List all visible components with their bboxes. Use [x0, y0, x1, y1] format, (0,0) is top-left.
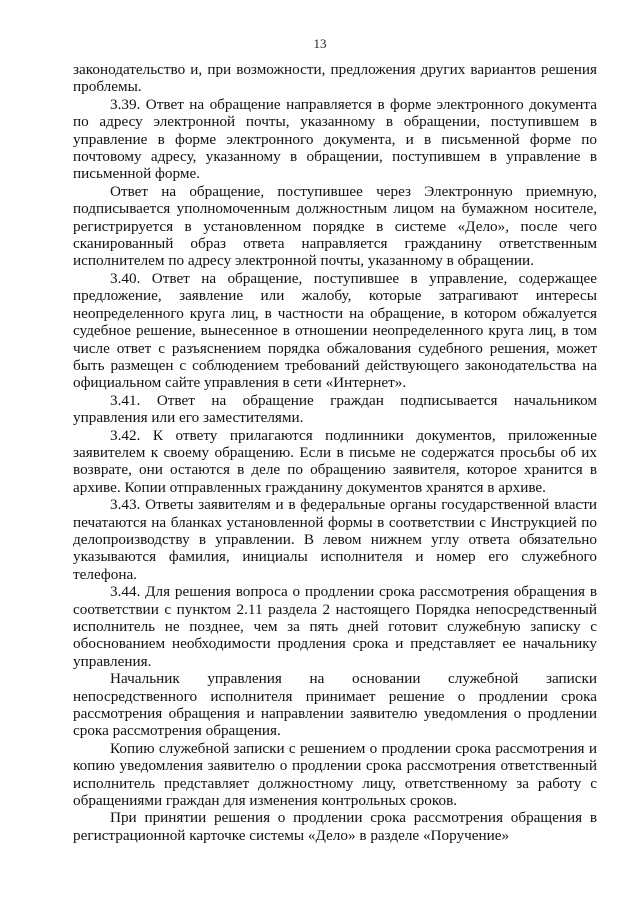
paragraph-3-40: 3.40. Ответ на обращение, поступившее в управление, содержащее предложение, заявление или жалобу, которые затрагивают интересы неопределенного круга лиц, в частности на обращение, в котором обжалуется судебное решение, вынесенное в отношении неопределенного круга лиц, в том числе ответ с разъяснением порядка обжалования судебного решения, может быть размещен с соблюдением требований действующего законодательства на официальном сайте управления в сети «Интернет». — [73, 269, 597, 392]
paragraph-continuation: законодательство и, при возможности, предложения других вариантов решения проблемы. — [73, 61, 597, 96]
paragraph-3-42: 3.42. К ответу прилагаются подлинники документов, приложенные заявителем к своему обращению. Если в письме не содержатся просьбы об их возврате, они остаются в деле по обращению заявителя, которое хранится в архиве. Копии отправленных гражданину документов хранятся в архиве. — [73, 426, 597, 496]
document-body — [73, 61, 597, 844]
paragraph-registration-card: При принятии решения о продлении срока рассмотрения обращения в регистрационной карточке системы «Дело» в разделе «Поручение» — [73, 809, 597, 844]
paragraph-3-39: 3.39. Ответ на обращение направляется в форме электронного документа по адресу электронной почты, указанному в обращении, поступившем в управление в форме электронного документа, и в письменной форме по почтовому адресу, указанному в обращении, поступившем в управление в письменной форме. — [73, 95, 597, 183]
paragraph-memo-copy: Копию служебной записки с решением о продлении срока рассмотрения и копию уведомления заявителю о продлении срока рассмотрения ответственный исполнитель представляет должностному лицу, ответственному за работу с обращениями граждан для изменения контрольных сроков. — [73, 739, 597, 810]
page-number: 13 — [313, 36, 327, 51]
paragraph-3-43: 3.43. Ответы заявителям и в федеральные органы государственной власти печатаются на бланках установленной формы в соответствии с Инструкцией по делопроизводству в управлении. В левом нижнем углу ответа обязательно указываются фамилия, инициалы исполнителя и номер его служебного телефона. — [73, 496, 597, 583]
paragraph-3-41: 3.41. Ответ на обращение граждан подписывается начальником управления или его заместителями. — [73, 391, 597, 427]
paragraph-3-44: 3.44. Для решения вопроса о продлении срока рассмотрения обращения в соответствии с пунктом 2.11 раздела 2 настоящего Порядка непосредственный исполнитель не позднее, чем за пять дней готовит служебную записку с обоснованием необходимости продления срока и представляет ее начальнику управления. — [73, 583, 597, 670]
paragraph-head-decision: Начальник управления на основании служебной записки непосредственного исполнителя принимает решение о продлении срока рассмотрения обращения и направлении заявителю уведомления о продлении срока рассмотрения обращения. — [73, 670, 597, 740]
paragraph-electronic-reception: Ответ на обращение, поступившее через Электронную приемную, подписывается уполномоченным должностным лицом на бумажном носителе, регистрируется в установленном порядке в системе «Дело», после чего сканированный образ ответа направляется гражданину ответственным исполнителем по адресу электронной почты, указанному в обращении. — [73, 182, 597, 270]
